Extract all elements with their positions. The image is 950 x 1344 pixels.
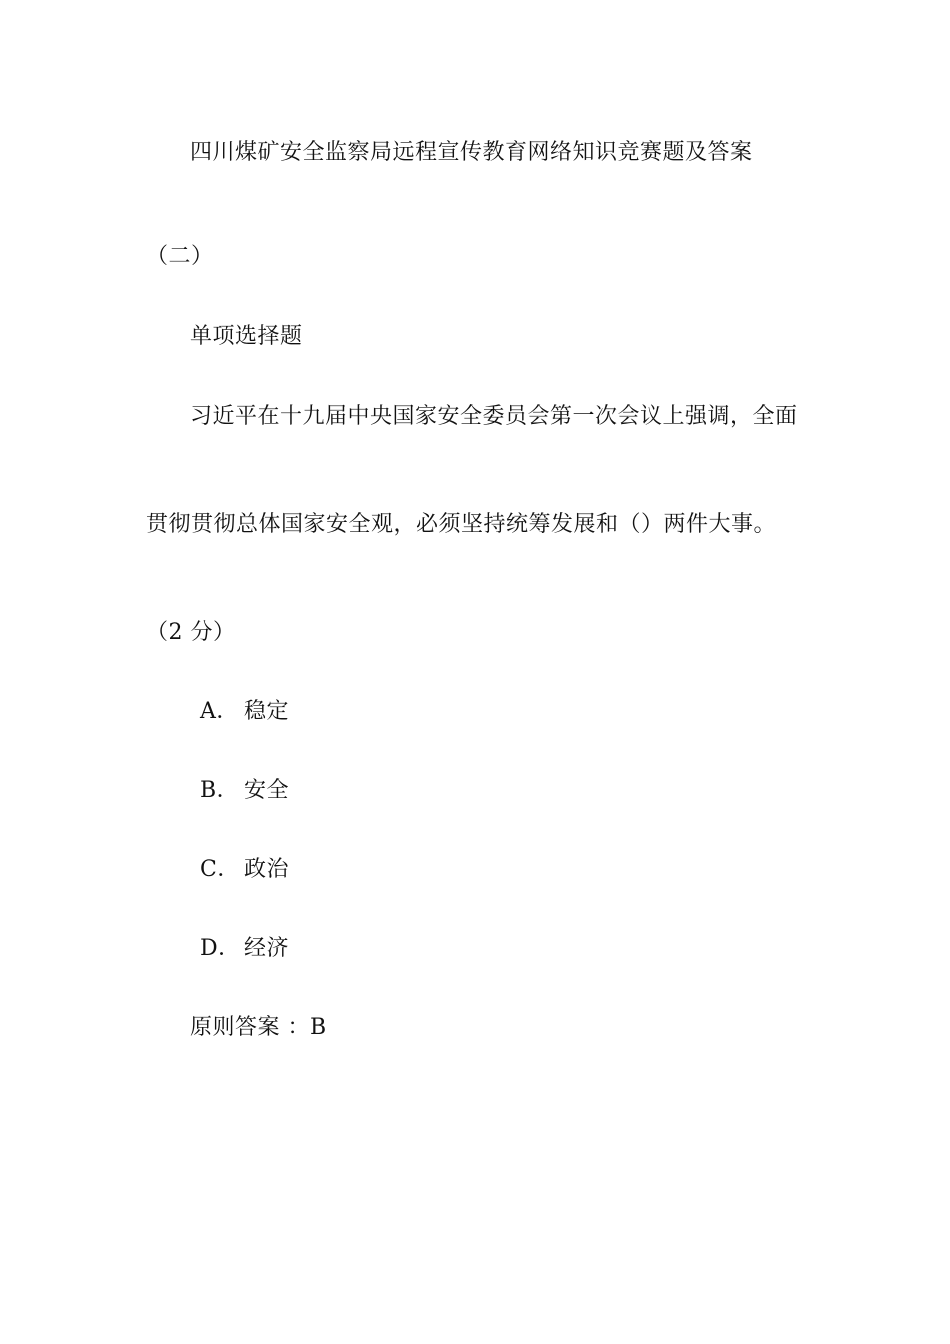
standard-answer: 原则答案 ：B (190, 1015, 327, 1040)
option-letter: C． (200, 857, 240, 882)
option-text: 安全 (244, 778, 290, 803)
option-text: 经济 (244, 936, 290, 961)
option-letter: B． (200, 778, 240, 803)
question-type-heading: 单项选择题 (190, 324, 303, 349)
option-letter: A． (200, 699, 239, 724)
question-text-line-1: 习近平在十九届中央国家安全委员会第一次会议上强调，全面 (190, 404, 798, 429)
option-text: 政治 (244, 857, 290, 882)
option-letter: D． (200, 936, 241, 961)
option-c (200, 855, 289, 885)
option-a (200, 697, 289, 727)
section-number: （二） (146, 244, 214, 269)
option-d (200, 934, 289, 964)
option-text: 稳定 (244, 699, 290, 724)
option-b (200, 776, 289, 806)
question-text-line-2: 贯彻贯彻总体国家安全观，必须坚持统筹发展和（）两件大事。 (146, 512, 777, 537)
document-title: 四川煤矿安全监察局远程宣传教育网络知识竞赛题及答案 (190, 140, 753, 165)
question-points: （2 分） (146, 620, 236, 645)
